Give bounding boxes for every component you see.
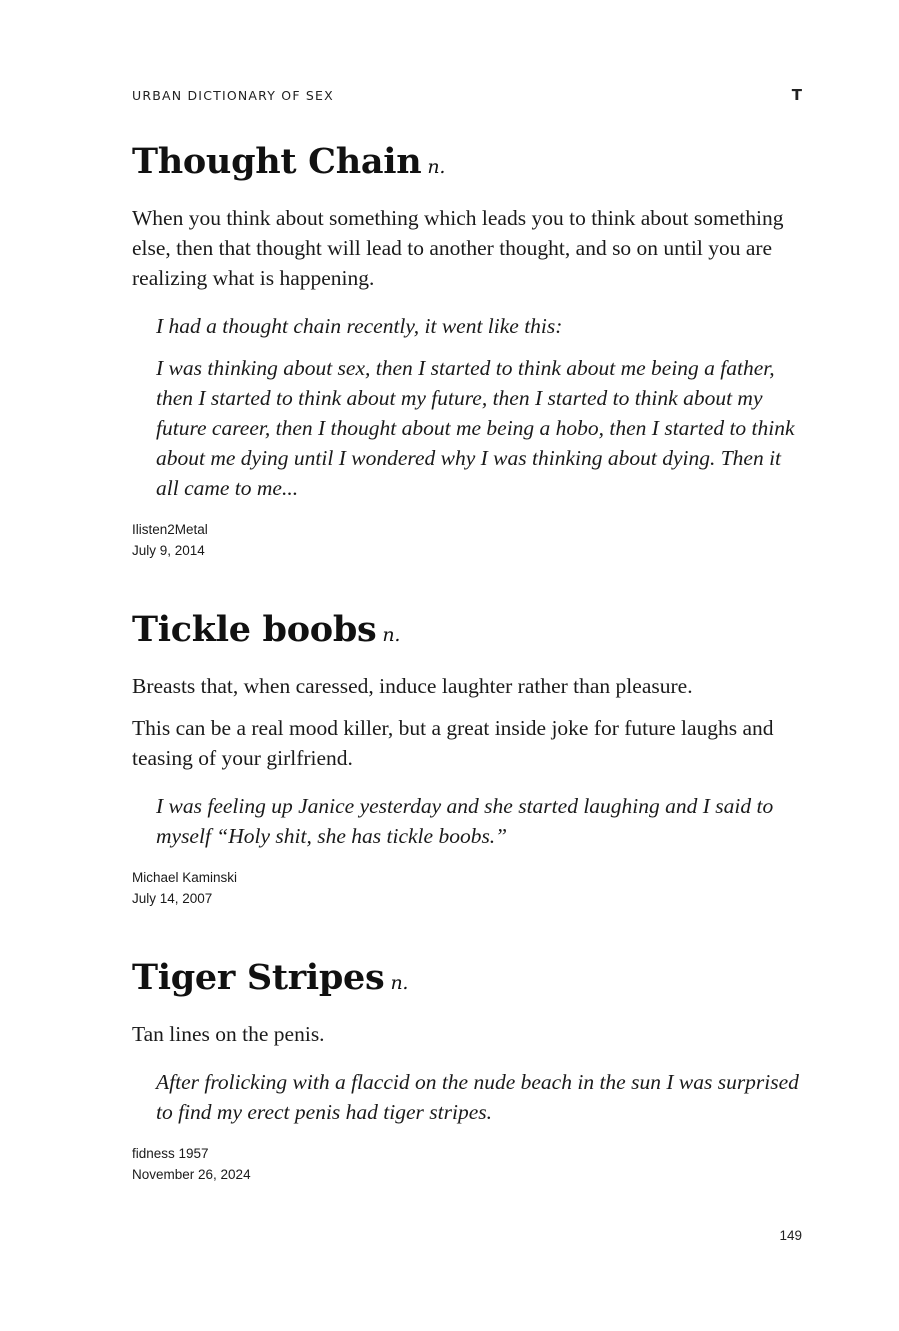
entry-thought-chain	[132, 140, 802, 561]
entry-definition: This can be a real mood killer, but a great inside joke for future laughs and teasing of your girlfriend.	[132, 716, 774, 770]
part-of-speech: n.	[382, 624, 401, 646]
entry-definition: When you think about something which leads you to think about something else, then that thought will lead to another thought, and so on until you are realizing what is happening.	[132, 206, 784, 290]
book-title: URBAN DICTIONARY OF SEX	[132, 88, 334, 103]
headword-text: Tiger Stripes	[132, 957, 385, 998]
entry-date: July 9, 2014	[132, 543, 205, 558]
entry-date: July 14, 2007	[132, 891, 213, 906]
entry-example: After frolicking with a flaccid on the nude beach in the sun I was surprised to find my erect penis had tiger stripes.	[156, 1070, 799, 1124]
entry-author: Ilisten2Metal	[132, 522, 208, 537]
entry-definition: Breasts that, when caressed, induce laughter rather than pleasure.	[132, 674, 693, 698]
running-header	[132, 88, 802, 103]
entry-date: November 26, 2024	[132, 1167, 251, 1182]
section-letter: T	[791, 86, 802, 104]
entry-headword	[132, 140, 802, 189]
entry-author: Michael Kaminski	[132, 870, 238, 885]
entry-headword	[132, 956, 802, 1005]
entry-tiger-stripes	[132, 956, 802, 1185]
headword-text: Tickle boobs	[132, 609, 377, 650]
entry-tickle-boobs	[132, 608, 802, 909]
entry-example: I had a thought chain recently, it went like this:	[156, 314, 563, 338]
entry-definition: Tan lines on the penis.	[132, 1022, 325, 1046]
headword-text: Thought Chain	[132, 141, 422, 182]
entry-example: I was thinking about sex, then I started to think about me being a father, then I started to think about my future, then I started to think about my future career, then I thought about me being a hobo, then I started to think about me dying until I wondered why I was thinking about dying. Then it all came to me...	[156, 356, 795, 500]
entry-example: I was feeling up Janice yesterday and she started laughing and I said to myself “Holy shit, she has tickle boobs.”	[156, 794, 774, 848]
part-of-speech: n.	[390, 972, 409, 994]
page-number: 149	[779, 1228, 802, 1243]
entry-headword	[132, 608, 802, 657]
part-of-speech: n.	[427, 156, 446, 178]
entry-author: fidness 1957	[132, 1146, 209, 1161]
